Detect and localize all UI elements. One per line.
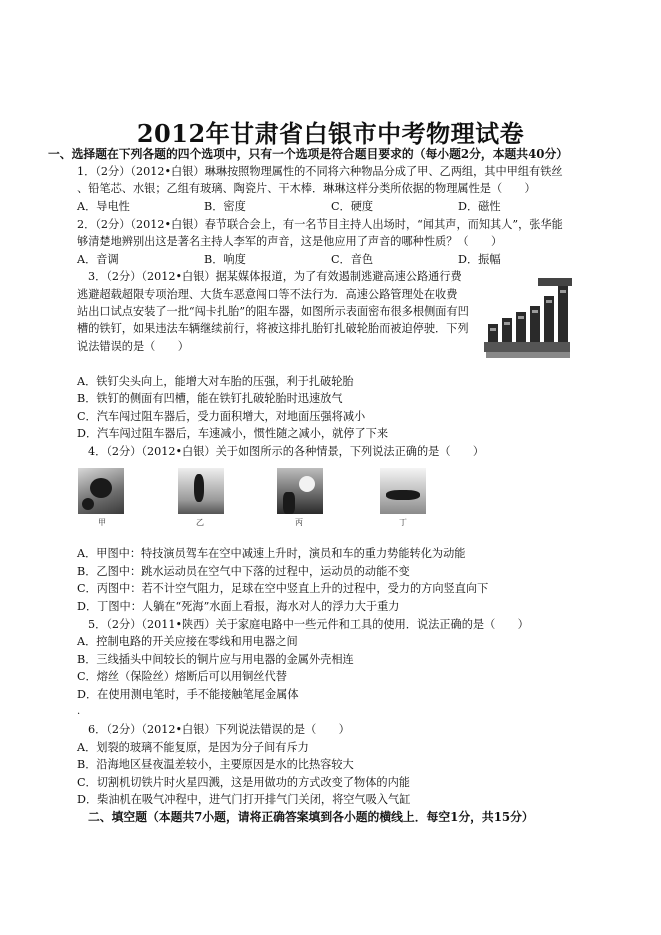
q4-option-d: D．丁图中：人躺在“死海”水面上看报，海水对人的浮力大于重力 bbox=[77, 600, 400, 613]
q4-caption-jia: 甲 bbox=[98, 518, 106, 527]
q6-option-c: C．切割机切铁片时火星四溅，这是用做功的方式改变了物体的内能 bbox=[77, 776, 410, 789]
q1-option-b: B．密度 bbox=[204, 200, 246, 213]
q3-option-b: B．铁钉的侧面有凹槽，能在铁钉扎破轮胎时迅速放气 bbox=[77, 392, 343, 405]
exam-title: 2012年甘肃省白银市中考物理试卷 bbox=[136, 119, 525, 148]
q2-option-d: D．振幅 bbox=[458, 253, 501, 266]
q3-line1: 3．（2分）（2012•白银）据某媒体报道，为了有效遏制逃避高速公路通行费 bbox=[88, 270, 462, 283]
q3-option-d: D．汽车闯过阻车器后，车速减小，惯性随之减小，就停了下来 bbox=[77, 427, 389, 440]
q2-option-a: A．音调 bbox=[77, 253, 119, 266]
q4-caption-yi: 乙 bbox=[196, 518, 204, 527]
q2-line2: 够清楚地辨别出这是著名主持人李军的声音，这是他应用了声音的哪种性质？（ ） bbox=[77, 235, 503, 248]
q4-caption-ding: 丁 bbox=[399, 518, 407, 527]
q6-option-d: D．柴油机在吸气冲程中，进气门打开排气门关闭，将空气吸入气缸 bbox=[77, 793, 411, 806]
q4-line1: 4．（2分）（2012•白银）关于如图所示的各种情景，下列说法正确的是（ ） bbox=[88, 445, 485, 458]
q4-option-c: C．丙图中：若不计空气阻力，足球在空中竖直上升的过程中，受力的方向竖直向下 bbox=[77, 582, 489, 595]
tire-spike-barrier-image bbox=[478, 272, 576, 364]
q3-line4: 槽的铁钉，如果违法车辆继续前行，将被这排扎胎钉扎破轮胎而被迫停驶．下列 bbox=[77, 322, 469, 335]
stray-dot: . bbox=[77, 706, 81, 717]
q3-option-a: A．铁钉尖头向上，能增大对车胎的压强，利于扎破轮胎 bbox=[77, 375, 354, 388]
section1-header: 一、选择题在下列各题的四个选项中，只有一个选项是符合题目要求的（每小题2分，本题共40分） bbox=[48, 147, 569, 161]
q3-line2: 逃避超载超限专项治理、大货车恶意闯口等不法行为．高速公路管理处在收费 bbox=[77, 288, 458, 301]
q4-option-b: B．乙图中：跳水运动员在空气中下落的过程中，运动员的动能不变 bbox=[77, 565, 410, 578]
q4-photo-ding bbox=[380, 468, 426, 514]
q3-option-c: C．汽车闯过阻车器后，受力面积增大，对地面压强将减小 bbox=[77, 410, 366, 423]
section2-header: 二、填空题（本题共7小题，请将正确答案填到各小题的横线上．每空1分，共15分） bbox=[88, 810, 534, 824]
q1-line2: 、铅笔芯、水银；乙组有玻璃、陶瓷片、干木棒．琳琳这样分类所依据的物理属性是（ ） bbox=[77, 182, 536, 195]
q1-options bbox=[77, 199, 577, 214]
q5-option-d: D．在使用测电笔时，手不能接触笔尾金属体 bbox=[77, 688, 299, 701]
q5-option-c: C．熔丝（保险丝）熔断后可以用铜丝代替 bbox=[77, 670, 287, 683]
q2-options bbox=[77, 252, 577, 267]
q5-option-b: B．三线插头中间较长的铜片应与用电器的金属外壳相连 bbox=[77, 653, 354, 666]
q5-option-a: A．控制电路的开关应接在零线和用电器之间 bbox=[77, 635, 298, 648]
q2-line1: 2．（2分）（2012•白银）春节联合会上，有一名节目主持人出场时，“闻其声，而知其人”，张华能 bbox=[77, 218, 563, 231]
q4-photo-bing bbox=[277, 468, 323, 514]
q3-line5: 说法错误的是（ ） bbox=[77, 340, 189, 353]
q1-option-c: C．硬度 bbox=[331, 200, 374, 213]
q6-line1: 6．（2分）（2012•白银）下列说法错误的是（ ） bbox=[88, 723, 350, 736]
q1-option-a: A．导电性 bbox=[77, 200, 130, 213]
q4-photo-jia bbox=[78, 468, 124, 514]
q2-option-b: B．响度 bbox=[204, 253, 246, 266]
q3-line3: 站出口试点安装了一批“闯卡扎胎”的阻车器，如图所示表面密布很多根侧面有凹 bbox=[77, 305, 469, 318]
q5-line1: 5．（2分）（2011•陕西）关于家庭电路中一些元件和工具的使用．说法正确的是（ ） bbox=[88, 618, 529, 631]
q6-option-b: B．沿海地区昼夜温差较小，主要原因是水的比热容较大 bbox=[77, 758, 354, 771]
q6-option-a: A．划裂的玻璃不能复原，是因为分子间有斥力 bbox=[77, 741, 309, 754]
q4-option-a: A．甲图中：特技演员驾车在空中减速上升时，演员和车的重力势能转化为动能 bbox=[77, 547, 466, 560]
q4-caption-bing: 丙 bbox=[295, 518, 303, 527]
q1-option-d: D．磁性 bbox=[458, 200, 501, 213]
q1-line1: 1．（2分）（2012•白银）琳琳按照物理属性的不同将六种物品分成了甲、乙两组，其中甲组有铁丝 bbox=[77, 165, 563, 178]
q4-photo-yi bbox=[178, 468, 224, 514]
q2-option-c: C．音色 bbox=[331, 253, 374, 266]
